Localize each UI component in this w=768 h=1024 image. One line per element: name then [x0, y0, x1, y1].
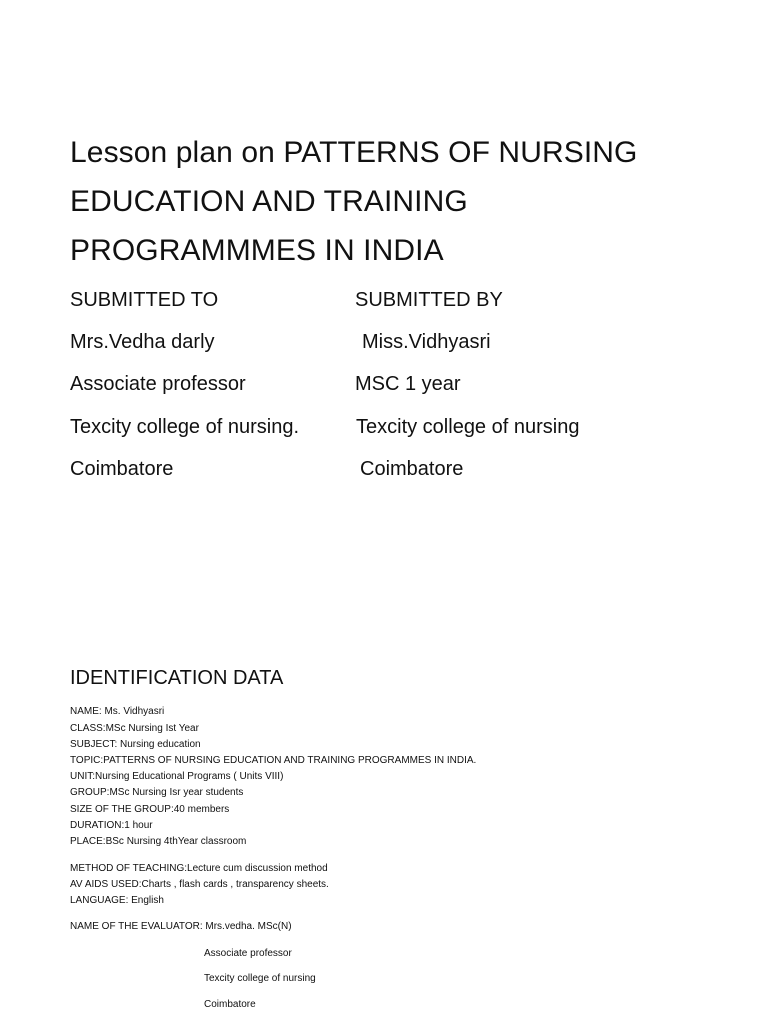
id-subject: SUBJECT: Nursing education: [70, 739, 201, 750]
title-line-3: PROGRAMMMES IN INDIA: [70, 234, 444, 267]
submitted-to-heading: SUBMITTED TO: [70, 289, 219, 311]
submission-heading-row: [70, 288, 503, 312]
submission-name-row: [70, 330, 491, 354]
id-evaluator-designation: Associate professor: [204, 948, 292, 959]
identification-heading: IDENTIFICATION DATA: [70, 667, 284, 689]
id-av-aids: AV AIDS USED:Charts , flash cards , transparency sheets.: [70, 879, 329, 890]
submission-city-row: [70, 457, 464, 481]
submitted-by-heading: SUBMITTED BY: [355, 289, 503, 311]
id-language: LANGUAGE: English: [70, 895, 164, 906]
id-evaluator-college: Texcity college of nursing: [204, 973, 316, 984]
id-duration: DURATION:1 hour: [70, 820, 153, 831]
id-evaluator: NAME OF THE EVALUATOR: Mrs.vedha. MSc(N): [70, 921, 292, 932]
submitted-by-designation: MSC 1 year: [355, 373, 461, 395]
submitted-to-city: Coimbatore: [70, 458, 174, 480]
document-title: [70, 128, 710, 275]
id-group: GROUP:MSc Nursing Isr year students: [70, 787, 244, 798]
title-line-1: Lesson plan on PATTERNS OF NURSING: [70, 136, 638, 169]
submitted-by-college: Texcity college of nursing: [356, 416, 580, 438]
submitted-to-designation: Associate professor: [70, 373, 246, 395]
submission-college-row: [70, 415, 580, 439]
id-place: PLACE:BSc Nursing 4thYear classroom: [70, 836, 247, 847]
id-method: METHOD OF TEACHING:Lecture cum discussion method: [70, 863, 328, 874]
id-unit: UNIT:Nursing Educational Programs ( Units VIII): [70, 771, 284, 782]
id-name: NAME: Ms. Vidhyasri: [70, 706, 165, 717]
id-size: SIZE OF THE GROUP:40 members: [70, 804, 230, 815]
submission-designation-row: [70, 372, 461, 396]
submitted-to-college: Texcity college of nursing.: [70, 416, 300, 438]
submitted-by-city: Coimbatore: [360, 458, 464, 480]
id-topic: TOPIC:PATTERNS OF NURSING EDUCATION AND TRAINING PROGRAMMES IN INDIA.: [70, 755, 477, 766]
id-evaluator-city: Coimbatore: [204, 999, 256, 1010]
title-line-2: EDUCATION AND TRAINING: [70, 185, 468, 218]
submitted-by-name: Miss.Vidhyasri: [362, 331, 491, 353]
submitted-to-name: Mrs.Vedha darly: [70, 331, 215, 353]
id-class: CLASS:MSc Nursing Ist Year: [70, 723, 199, 734]
